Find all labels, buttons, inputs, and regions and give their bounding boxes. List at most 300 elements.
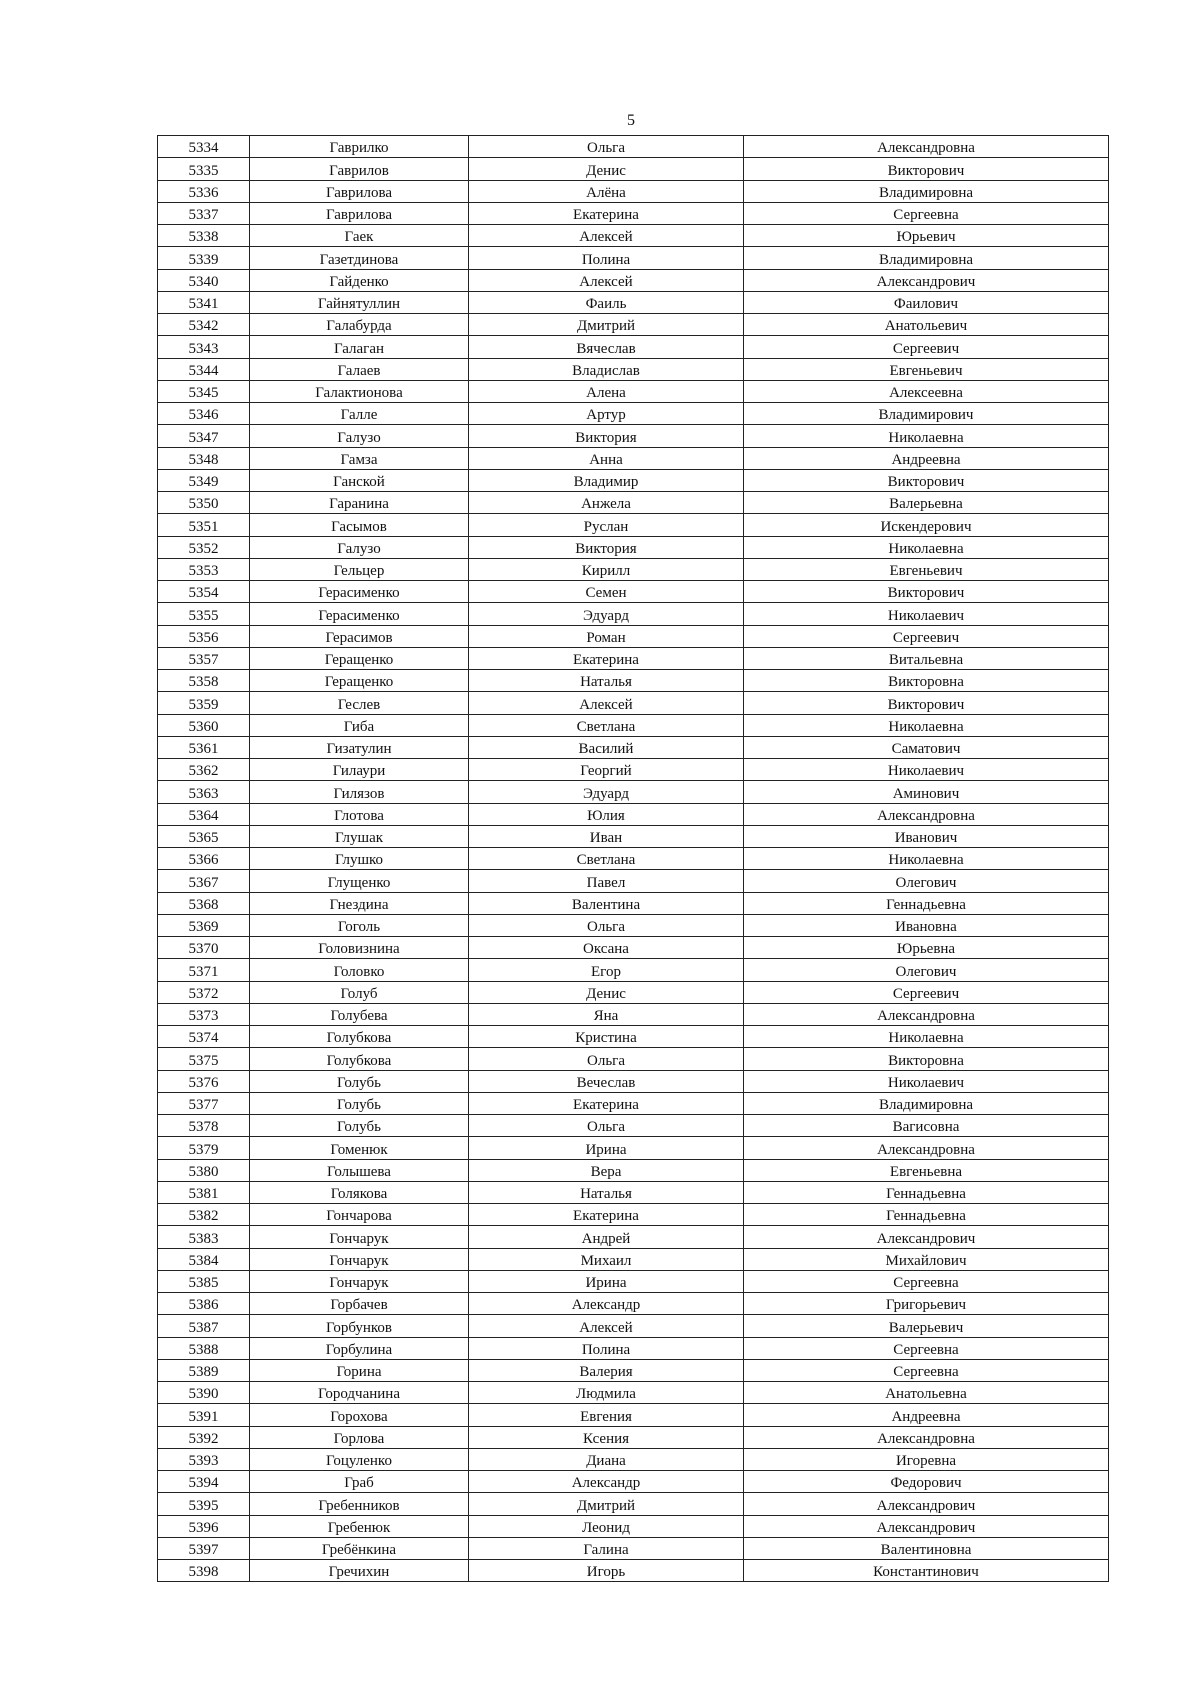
first-name-cell: Алексей xyxy=(469,269,744,291)
row-number-cell: 5360 xyxy=(158,714,250,736)
table-row xyxy=(158,1560,1109,1582)
table-row xyxy=(158,202,1109,224)
first-name-cell: Ирина xyxy=(469,1270,744,1292)
first-name-cell: Ольга xyxy=(469,914,744,936)
row-number-cell: 5369 xyxy=(158,914,250,936)
row-number-cell: 5346 xyxy=(158,403,250,425)
surname-cell: Голякова xyxy=(250,1181,469,1203)
row-number-cell: 5380 xyxy=(158,1159,250,1181)
table-row xyxy=(158,848,1109,870)
first-name-cell: Екатерина xyxy=(469,202,744,224)
patronymic-cell: Андреевна xyxy=(744,447,1109,469)
table-row xyxy=(158,1003,1109,1025)
row-number-cell: 5343 xyxy=(158,336,250,358)
surname-cell: Гельцер xyxy=(250,558,469,580)
surname-cell: Гаврилова xyxy=(250,180,469,202)
table-row xyxy=(158,959,1109,981)
patronymic-cell: Олегович xyxy=(744,870,1109,892)
patronymic-cell: Евгеньевич xyxy=(744,558,1109,580)
row-number-cell: 5363 xyxy=(158,781,250,803)
patronymic-cell: Владимировна xyxy=(744,1092,1109,1114)
table-row xyxy=(158,603,1109,625)
first-name-cell: Фаиль xyxy=(469,291,744,313)
patronymic-cell: Сергеевич xyxy=(744,625,1109,647)
row-number-cell: 5347 xyxy=(158,425,250,447)
row-number-cell: 5365 xyxy=(158,825,250,847)
row-number-cell: 5355 xyxy=(158,603,250,625)
row-number-cell: 5385 xyxy=(158,1270,250,1292)
surname-cell: Голубь xyxy=(250,1092,469,1114)
table-row xyxy=(158,514,1109,536)
first-name-cell: Виктория xyxy=(469,536,744,558)
surname-cell: Гасымов xyxy=(250,514,469,536)
table-row xyxy=(158,981,1109,1003)
table-row xyxy=(158,1181,1109,1203)
first-name-cell: Алексей xyxy=(469,692,744,714)
table-row xyxy=(158,759,1109,781)
surname-cell: Головизнина xyxy=(250,937,469,959)
row-number-cell: 5339 xyxy=(158,247,250,269)
patronymic-cell: Викторовна xyxy=(744,670,1109,692)
patronymic-cell: Михайлович xyxy=(744,1248,1109,1270)
patronymic-cell: Сергеевич xyxy=(744,981,1109,1003)
patronymic-cell: Владимирович xyxy=(744,403,1109,425)
first-name-cell: Алёна xyxy=(469,180,744,202)
table-row xyxy=(158,1471,1109,1493)
table-row xyxy=(158,1448,1109,1470)
first-name-cell: Ирина xyxy=(469,1137,744,1159)
table-row xyxy=(158,558,1109,580)
roster-table xyxy=(157,135,1109,1582)
table-row xyxy=(158,647,1109,669)
patronymic-cell: Андреевна xyxy=(744,1404,1109,1426)
table-row xyxy=(158,1293,1109,1315)
row-number-cell: 5381 xyxy=(158,1181,250,1203)
table-row xyxy=(158,469,1109,491)
table-row xyxy=(158,1382,1109,1404)
first-name-cell: Игорь xyxy=(469,1560,744,1582)
row-number-cell: 5397 xyxy=(158,1537,250,1559)
row-number-cell: 5391 xyxy=(158,1404,250,1426)
surname-cell: Гилязов xyxy=(250,781,469,803)
table-row xyxy=(158,1537,1109,1559)
surname-cell: Гребенников xyxy=(250,1493,469,1515)
first-name-cell: Алексей xyxy=(469,225,744,247)
row-number-cell: 5354 xyxy=(158,581,250,603)
first-name-cell: Роман xyxy=(469,625,744,647)
patronymic-cell: Сергеевна xyxy=(744,202,1109,224)
first-name-cell: Артур xyxy=(469,403,744,425)
surname-cell: Городчанина xyxy=(250,1382,469,1404)
table-row xyxy=(158,1115,1109,1137)
patronymic-cell: Сергеевич xyxy=(744,336,1109,358)
table-row xyxy=(158,336,1109,358)
table-row xyxy=(158,291,1109,313)
patronymic-cell: Ивановна xyxy=(744,914,1109,936)
row-number-cell: 5344 xyxy=(158,358,250,380)
table-row xyxy=(158,492,1109,514)
patronymic-cell: Валерьевна xyxy=(744,492,1109,514)
table-row xyxy=(158,447,1109,469)
row-number-cell: 5393 xyxy=(158,1448,250,1470)
row-number-cell: 5362 xyxy=(158,759,250,781)
first-name-cell: Ольга xyxy=(469,136,744,158)
surname-cell: Горохова xyxy=(250,1404,469,1426)
surname-cell: Галабурда xyxy=(250,314,469,336)
surname-cell: Гоцуленко xyxy=(250,1448,469,1470)
patronymic-cell: Николаевич xyxy=(744,1070,1109,1092)
patronymic-cell: Валентиновна xyxy=(744,1537,1109,1559)
row-number-cell: 5396 xyxy=(158,1515,250,1537)
patronymic-cell: Юрьевна xyxy=(744,937,1109,959)
table-row xyxy=(158,1404,1109,1426)
surname-cell: Герасимов xyxy=(250,625,469,647)
first-name-cell: Екатерина xyxy=(469,1204,744,1226)
surname-cell: Газетдинова xyxy=(250,247,469,269)
row-number-cell: 5336 xyxy=(158,180,250,202)
surname-cell: Гаврилова xyxy=(250,202,469,224)
first-name-cell: Евгения xyxy=(469,1404,744,1426)
table-row xyxy=(158,736,1109,758)
first-name-cell: Анжела xyxy=(469,492,744,514)
first-name-cell: Семен xyxy=(469,581,744,603)
first-name-cell: Владислав xyxy=(469,358,744,380)
row-number-cell: 5375 xyxy=(158,1048,250,1070)
first-name-cell: Екатерина xyxy=(469,647,744,669)
surname-cell: Гребёнкина xyxy=(250,1537,469,1559)
table-row xyxy=(158,870,1109,892)
patronymic-cell: Александрович xyxy=(744,1515,1109,1537)
row-number-cell: 5383 xyxy=(158,1226,250,1248)
surname-cell: Герасименко xyxy=(250,581,469,603)
row-number-cell: 5352 xyxy=(158,536,250,558)
first-name-cell: Владимир xyxy=(469,469,744,491)
first-name-cell: Валерия xyxy=(469,1359,744,1381)
row-number-cell: 5386 xyxy=(158,1293,250,1315)
table-row xyxy=(158,1515,1109,1537)
table-row xyxy=(158,1315,1109,1337)
surname-cell: Гайнятуллин xyxy=(250,291,469,313)
patronymic-cell: Владимировна xyxy=(744,180,1109,202)
table-row xyxy=(158,1493,1109,1515)
first-name-cell: Алена xyxy=(469,380,744,402)
table-row xyxy=(158,247,1109,269)
table-row xyxy=(158,581,1109,603)
first-name-cell: Ксения xyxy=(469,1426,744,1448)
first-name-cell: Алексей xyxy=(469,1315,744,1337)
first-name-cell: Ольга xyxy=(469,1115,744,1137)
patronymic-cell: Аминович xyxy=(744,781,1109,803)
table-row xyxy=(158,314,1109,336)
first-name-cell: Иван xyxy=(469,825,744,847)
surname-cell: Гребенюк xyxy=(250,1515,469,1537)
table-row xyxy=(158,269,1109,291)
table-row xyxy=(158,536,1109,558)
first-name-cell: Анна xyxy=(469,447,744,469)
patronymic-cell: Николаевна xyxy=(744,425,1109,447)
first-name-cell: Вячеслав xyxy=(469,336,744,358)
first-name-cell: Андрей xyxy=(469,1226,744,1248)
patronymic-cell: Викторович xyxy=(744,469,1109,491)
first-name-cell: Наталья xyxy=(469,670,744,692)
surname-cell: Галактионова xyxy=(250,380,469,402)
surname-cell: Глущенко xyxy=(250,870,469,892)
row-number-cell: 5349 xyxy=(158,469,250,491)
row-number-cell: 5348 xyxy=(158,447,250,469)
row-number-cell: 5390 xyxy=(158,1382,250,1404)
table-row xyxy=(158,914,1109,936)
row-number-cell: 5379 xyxy=(158,1137,250,1159)
surname-cell: Галаев xyxy=(250,358,469,380)
patronymic-cell: Вагисовна xyxy=(744,1115,1109,1137)
first-name-cell: Денис xyxy=(469,158,744,180)
first-name-cell: Егор xyxy=(469,959,744,981)
first-name-cell: Яна xyxy=(469,1003,744,1025)
surname-cell: Гиба xyxy=(250,714,469,736)
patronymic-cell: Викторович xyxy=(744,581,1109,603)
surname-cell: Геращенко xyxy=(250,647,469,669)
patronymic-cell: Геннадьевна xyxy=(744,1181,1109,1203)
patronymic-cell: Валерьевич xyxy=(744,1315,1109,1337)
table-row xyxy=(158,937,1109,959)
patronymic-cell: Григорьевич xyxy=(744,1293,1109,1315)
row-number-cell: 5398 xyxy=(158,1560,250,1582)
table-row xyxy=(158,1270,1109,1292)
surname-cell: Гончарова xyxy=(250,1204,469,1226)
row-number-cell: 5341 xyxy=(158,291,250,313)
row-number-cell: 5370 xyxy=(158,937,250,959)
surname-cell: Горбачев xyxy=(250,1293,469,1315)
patronymic-cell: Николаевич xyxy=(744,603,1109,625)
first-name-cell: Кирилл xyxy=(469,558,744,580)
patronymic-cell: Фаилович xyxy=(744,291,1109,313)
table-row xyxy=(158,1337,1109,1359)
table-row xyxy=(158,714,1109,736)
patronymic-cell: Иванович xyxy=(744,825,1109,847)
table-row xyxy=(158,692,1109,714)
row-number-cell: 5374 xyxy=(158,1026,250,1048)
surname-cell: Граб xyxy=(250,1471,469,1493)
row-number-cell: 5338 xyxy=(158,225,250,247)
surname-cell: Голышева xyxy=(250,1159,469,1181)
first-name-cell: Полина xyxy=(469,1337,744,1359)
table-row xyxy=(158,225,1109,247)
surname-cell: Голубь xyxy=(250,1115,469,1137)
surname-cell: Гамза xyxy=(250,447,469,469)
row-number-cell: 5358 xyxy=(158,670,250,692)
row-number-cell: 5359 xyxy=(158,692,250,714)
row-number-cell: 5337 xyxy=(158,202,250,224)
surname-cell: Гончарук xyxy=(250,1270,469,1292)
table-row xyxy=(158,781,1109,803)
table-row xyxy=(158,1204,1109,1226)
table-row xyxy=(158,892,1109,914)
surname-cell: Гизатулин xyxy=(250,736,469,758)
table-row xyxy=(158,380,1109,402)
patronymic-cell: Сергеевна xyxy=(744,1270,1109,1292)
patronymic-cell: Викторович xyxy=(744,692,1109,714)
surname-cell: Герасименко xyxy=(250,603,469,625)
first-name-cell: Эдуард xyxy=(469,781,744,803)
patronymic-cell: Игоревна xyxy=(744,1448,1109,1470)
patronymic-cell: Анатольевич xyxy=(744,314,1109,336)
table-row xyxy=(158,403,1109,425)
table-row xyxy=(158,1159,1109,1181)
surname-cell: Глушак xyxy=(250,825,469,847)
patronymic-cell: Александровна xyxy=(744,1426,1109,1448)
patronymic-cell: Искендерович xyxy=(744,514,1109,536)
first-name-cell: Руслан xyxy=(469,514,744,536)
row-number-cell: 5340 xyxy=(158,269,250,291)
table-row xyxy=(158,1092,1109,1114)
patronymic-cell: Александрович xyxy=(744,1493,1109,1515)
patronymic-cell: Сергеевна xyxy=(744,1337,1109,1359)
patronymic-cell: Николаевна xyxy=(744,848,1109,870)
table-row xyxy=(158,180,1109,202)
patronymic-cell: Геннадьевна xyxy=(744,892,1109,914)
first-name-cell: Денис xyxy=(469,981,744,1003)
surname-cell: Галузо xyxy=(250,536,469,558)
surname-cell: Голубь xyxy=(250,1070,469,1092)
row-number-cell: 5350 xyxy=(158,492,250,514)
first-name-cell: Вера xyxy=(469,1159,744,1181)
row-number-cell: 5372 xyxy=(158,981,250,1003)
table-row xyxy=(158,1048,1109,1070)
surname-cell: Гончарук xyxy=(250,1226,469,1248)
table-row xyxy=(158,1137,1109,1159)
first-name-cell: Александр xyxy=(469,1471,744,1493)
patronymic-cell: Геннадьевна xyxy=(744,1204,1109,1226)
first-name-cell: Валентина xyxy=(469,892,744,914)
row-number-cell: 5353 xyxy=(158,558,250,580)
row-number-cell: 5345 xyxy=(158,380,250,402)
surname-cell: Головко xyxy=(250,959,469,981)
surname-cell: Геращенко xyxy=(250,670,469,692)
surname-cell: Галаган xyxy=(250,336,469,358)
surname-cell: Гоголь xyxy=(250,914,469,936)
patronymic-cell: Константинович xyxy=(744,1560,1109,1582)
table-row xyxy=(158,1026,1109,1048)
patronymic-cell: Владимировна xyxy=(744,247,1109,269)
patronymic-cell: Анатольевна xyxy=(744,1382,1109,1404)
patronymic-cell: Александрович xyxy=(744,269,1109,291)
table-row xyxy=(158,1226,1109,1248)
table-row xyxy=(158,1426,1109,1448)
patronymic-cell: Алексеевна xyxy=(744,380,1109,402)
surname-cell: Голубева xyxy=(250,1003,469,1025)
surname-cell: Геслев xyxy=(250,692,469,714)
surname-cell: Галле xyxy=(250,403,469,425)
first-name-cell: Михаил xyxy=(469,1248,744,1270)
first-name-cell: Леонид xyxy=(469,1515,744,1537)
row-number-cell: 5373 xyxy=(158,1003,250,1025)
surname-cell: Ганской xyxy=(250,469,469,491)
table-row xyxy=(158,1359,1109,1381)
surname-cell: Гнездина xyxy=(250,892,469,914)
surname-cell: Глушко xyxy=(250,848,469,870)
table-row xyxy=(158,358,1109,380)
patronymic-cell: Александровна xyxy=(744,1003,1109,1025)
patronymic-cell: Юрьевич xyxy=(744,225,1109,247)
table-row xyxy=(158,158,1109,180)
first-name-cell: Дмитрий xyxy=(469,314,744,336)
row-number-cell: 5368 xyxy=(158,892,250,914)
surname-cell: Горлова xyxy=(250,1426,469,1448)
roster-body xyxy=(158,136,1109,1582)
first-name-cell: Светлана xyxy=(469,714,744,736)
table-row xyxy=(158,425,1109,447)
row-number-cell: 5382 xyxy=(158,1204,250,1226)
row-number-cell: 5351 xyxy=(158,514,250,536)
surname-cell: Голубкова xyxy=(250,1026,469,1048)
first-name-cell: Ольга xyxy=(469,1048,744,1070)
table-row xyxy=(158,136,1109,158)
table-row xyxy=(158,825,1109,847)
patronymic-cell: Викторович xyxy=(744,158,1109,180)
table-row xyxy=(158,1248,1109,1270)
row-number-cell: 5371 xyxy=(158,959,250,981)
table-row xyxy=(158,625,1109,647)
page-number: 5 xyxy=(627,112,635,129)
row-number-cell: 5334 xyxy=(158,136,250,158)
row-number-cell: 5392 xyxy=(158,1426,250,1448)
patronymic-cell: Николаевна xyxy=(744,536,1109,558)
patronymic-cell: Николаевна xyxy=(744,1026,1109,1048)
row-number-cell: 5364 xyxy=(158,803,250,825)
first-name-cell: Людмила xyxy=(469,1382,744,1404)
first-name-cell: Эдуард xyxy=(469,603,744,625)
surname-cell: Голубкова xyxy=(250,1048,469,1070)
patronymic-cell: Викторовна xyxy=(744,1048,1109,1070)
patronymic-cell: Николаевич xyxy=(744,759,1109,781)
surname-cell: Гончарук xyxy=(250,1248,469,1270)
row-number-cell: 5356 xyxy=(158,625,250,647)
row-number-cell: 5389 xyxy=(158,1359,250,1381)
patronymic-cell: Александровна xyxy=(744,136,1109,158)
table-row xyxy=(158,670,1109,692)
first-name-cell: Оксана xyxy=(469,937,744,959)
table-row xyxy=(158,1070,1109,1092)
surname-cell: Гайденко xyxy=(250,269,469,291)
row-number-cell: 5361 xyxy=(158,736,250,758)
row-number-cell: 5342 xyxy=(158,314,250,336)
surname-cell: Гаврилов xyxy=(250,158,469,180)
first-name-cell: Павел xyxy=(469,870,744,892)
patronymic-cell: Саматович xyxy=(744,736,1109,758)
row-number-cell: 5357 xyxy=(158,647,250,669)
surname-cell: Гаек xyxy=(250,225,469,247)
first-name-cell: Вечеслав xyxy=(469,1070,744,1092)
first-name-cell: Георгий xyxy=(469,759,744,781)
surname-cell: Голуб xyxy=(250,981,469,1003)
first-name-cell: Полина xyxy=(469,247,744,269)
patronymic-cell: Сергеевна xyxy=(744,1359,1109,1381)
patronymic-cell: Федорович xyxy=(744,1471,1109,1493)
row-number-cell: 5388 xyxy=(158,1337,250,1359)
row-number-cell: 5376 xyxy=(158,1070,250,1092)
surname-cell: Гречихин xyxy=(250,1560,469,1582)
surname-cell: Гаранина xyxy=(250,492,469,514)
patronymic-cell: Олегович xyxy=(744,959,1109,981)
patronymic-cell: Александровна xyxy=(744,803,1109,825)
first-name-cell: Юлия xyxy=(469,803,744,825)
row-number-cell: 5335 xyxy=(158,158,250,180)
first-name-cell: Виктория xyxy=(469,425,744,447)
first-name-cell: Наталья xyxy=(469,1181,744,1203)
patronymic-cell: Витальевна xyxy=(744,647,1109,669)
patronymic-cell: Евгеньевич xyxy=(744,358,1109,380)
row-number-cell: 5384 xyxy=(158,1248,250,1270)
